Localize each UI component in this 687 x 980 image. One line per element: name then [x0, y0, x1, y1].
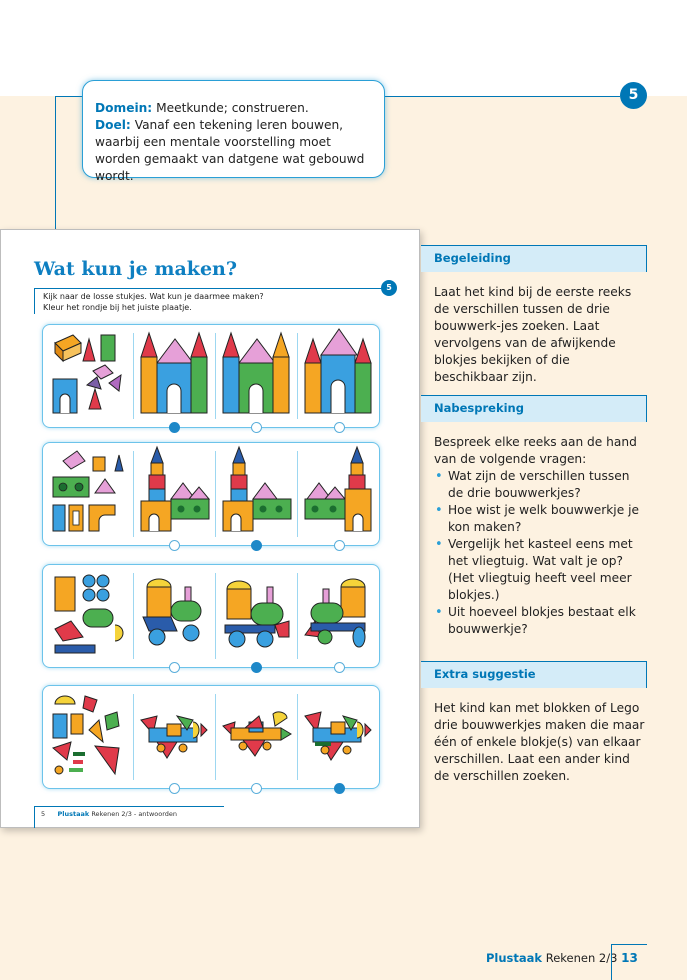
worksheet-thumbnail [0, 229, 420, 828]
exercise-row-castle [42, 324, 380, 428]
answer-radio-airplane-2[interactable] [251, 783, 262, 794]
worksheet-footer-brand: Plustaak [57, 810, 90, 818]
goal-label: Doel: [95, 118, 131, 132]
train-option-1 [137, 565, 213, 667]
discussion-questions [434, 468, 647, 638]
worksheet-instruction [34, 288, 384, 314]
castle-option-2 [219, 325, 295, 427]
footer-title: Rekenen 2/3 [545, 951, 618, 965]
train-pieces-illustration [49, 565, 129, 667]
answer-radio-train-2[interactable] [251, 662, 262, 673]
worksheet-footer-page: 5 [41, 810, 46, 818]
discussion-question: • Wat zijn de verschillen tussen de drie bouwwerkjes? [434, 468, 647, 502]
exercise-row-train [42, 564, 380, 668]
church-pieces-illustration [49, 443, 129, 545]
church-option-1 [137, 443, 213, 545]
goal-text: Vanaf een tekening leren bouwen, waarbij een mentale voorstelling moet worden gemaakt van datgene wat gebouwd wordt. [95, 118, 365, 183]
answer-radio-church-3[interactable] [334, 540, 345, 551]
answer-radio-castle-1[interactable] [169, 422, 180, 433]
airplane-option-2 [219, 686, 295, 788]
worksheet-title: Wat kun je maken? [34, 258, 237, 280]
discussion-intro: Bespreek elke reeks aan de hand van de volgende vragen: [434, 435, 637, 466]
castle-option-3 [301, 325, 377, 427]
page-footer-label [486, 951, 617, 965]
answer-radio-train-3[interactable] [334, 662, 345, 673]
worksheet-footer-title: Rekenen 2/3 - antwoorden [91, 810, 178, 818]
instruction-line-2: Kleur het rondje bij het juiste plaatje. [43, 303, 192, 312]
airplane-pieces-illustration [49, 686, 129, 788]
domain-label: Domein: [95, 101, 153, 115]
frame-line-vertical [55, 96, 56, 229]
answer-radio-church-1[interactable] [169, 540, 180, 551]
train-option-2 [219, 565, 295, 667]
airplane-option-1 [137, 686, 213, 788]
answer-radio-castle-3[interactable] [334, 422, 345, 433]
lesson-badge: 5 [620, 82, 647, 109]
castle-option-1 [137, 325, 213, 427]
page-number: 13 [611, 944, 647, 980]
answer-radio-castle-2[interactable] [251, 422, 262, 433]
exercise-row-airplane [42, 685, 380, 789]
instruction-line-1: Kijk naar de losse stukjes. Wat kun je daarmee maken? [43, 292, 264, 301]
discussion-question: • Hoe wist je welk bouwwerkje je kon maken? [434, 502, 647, 536]
answer-radio-train-1[interactable] [169, 662, 180, 673]
guidance-section [421, 245, 647, 386]
domain-text: Meetkunde; construeren. [156, 101, 309, 115]
worksheet-badge: 5 [381, 280, 397, 296]
discussion-question: • Uit hoeveel blokjes bestaat elk bouwwerkje? [434, 604, 647, 638]
answer-radio-church-2[interactable] [251, 540, 262, 551]
extra-suggestion-text: Het kind kan met blokken of Lego drie bouwwerkjes maken die maar één of enkele blokje(s) van elkaar verschillen. Laat een ander kind de verschillen zoeken. [434, 701, 645, 783]
guidance-text: Laat het kind bij de eerste reeks de verschillen tussen de drie bouwwerk-jes zoeken. Laat vervolgens van de afwijkende blokjes bekijken of die beschikbaar zijn. [434, 285, 632, 384]
exercise-row-church [42, 442, 380, 546]
discussion-heading: Nabespreking [421, 395, 647, 422]
discussion-section [421, 395, 647, 638]
church-option-2 [219, 443, 295, 545]
domain-goal-box [82, 80, 385, 183]
church-option-3 [301, 443, 377, 545]
airplane-option-3 [301, 686, 377, 788]
train-option-3 [301, 565, 377, 667]
discussion-question: • Vergelijk het kasteel eens met het vliegtuig. Wat valt je op? (Het vliegtuig heeft veel meer blokjes.) [434, 536, 647, 604]
extra-suggestion-heading: Extra suggestie [421, 661, 647, 688]
footer-brand: Plustaak [486, 951, 543, 965]
answer-radio-airplane-3[interactable] [334, 783, 345, 794]
guidance-heading: Begeleiding [421, 245, 647, 272]
discussion-body [421, 422, 647, 638]
castle-pieces-illustration [49, 325, 129, 427]
answer-radio-airplane-1[interactable] [169, 783, 180, 794]
worksheet-footer [34, 806, 224, 828]
extra-suggestion-section [421, 661, 647, 785]
